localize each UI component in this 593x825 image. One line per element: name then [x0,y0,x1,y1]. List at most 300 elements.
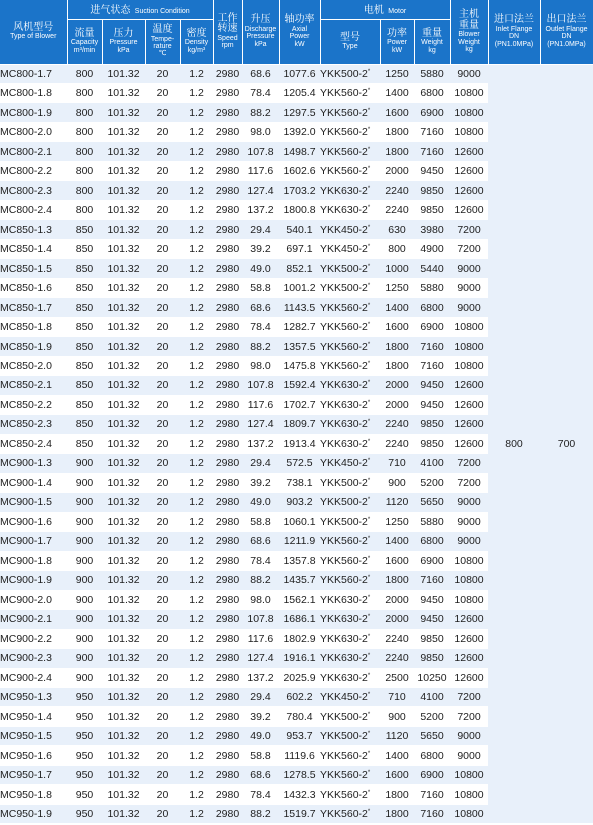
header-inlet-flange [488,0,540,64]
table-cell: 2980 [213,434,242,453]
header-temperature-en3: ℃ [158,50,167,58]
table-cell: 1.2 [180,239,213,258]
table-cell: 29.4 [242,220,279,239]
table-cell: 7160 [414,122,450,141]
motor-type-marker: * [367,127,371,134]
table-cell: 2240 [380,649,414,668]
table-cell: 101.32 [102,454,145,473]
table-cell: 1.2 [180,707,213,726]
table-cell: 1.2 [180,610,213,629]
table-cell: 9000 [450,746,488,765]
motor-type-text: YKK630-2 [320,593,368,606]
motor-type-marker: * [367,283,371,290]
header-model [0,0,67,64]
cell-model: MC950-1.7 [0,765,67,784]
table-cell: 101.32 [102,415,145,434]
cell-motor-type [320,259,380,278]
table-cell: 20 [145,64,180,83]
cell-model: MC850-1.5 [0,259,67,278]
header-suction [67,0,213,19]
table-cell: 20 [145,200,180,219]
table-cell: 20 [145,278,180,297]
table-cell: 20 [145,629,180,648]
cell-model: MC800-1.7 [0,64,67,83]
table-cell: 2240 [380,629,414,648]
cell-motor-type [320,765,380,784]
table-cell: 98.0 [242,356,279,375]
table-cell: 101.32 [102,726,145,745]
cell-model: MC850-1.3 [0,220,67,239]
motor-type-marker: * [367,88,371,95]
table-cell: 2980 [213,551,242,570]
table-cell: 101.32 [102,298,145,317]
motor-type-marker: * [367,146,371,153]
table-cell: 1498.7 [279,142,320,161]
motor-type-text: YKK500-2 [320,282,368,295]
table-cell: 2980 [213,512,242,531]
table-cell: 7160 [414,571,450,590]
motor-type-marker: * [367,692,371,699]
table-cell: 1.2 [180,629,213,648]
table-cell: 20 [145,590,180,609]
table-cell: 5880 [414,64,450,83]
table-cell: 12600 [450,415,488,434]
motor-type-text: YKK450-2 [320,691,368,704]
table-cell: 7200 [450,239,488,258]
table-cell: 1297.5 [279,103,320,122]
header-bw-en2: Weight [458,38,480,46]
table-cell: 950 [67,707,102,726]
table-cell: 9000 [450,726,488,745]
table-cell: 10800 [450,551,488,570]
table-cell: 2980 [213,337,242,356]
cell-model: MC900-1.4 [0,473,67,492]
table-cell: 2980 [213,726,242,745]
cell-motor-type [320,122,380,141]
table-cell: 1800 [380,122,414,141]
cell-model: MC800-1.8 [0,83,67,102]
table-cell: 950 [67,804,102,823]
table-cell: 1435.7 [279,571,320,590]
table-cell: 1000 [380,259,414,278]
cell-model: MC850-2.0 [0,356,67,375]
header-suction-zh: 进气状态 [90,4,131,16]
table-cell: 2980 [213,181,242,200]
table-cell: 2240 [380,181,414,200]
table-cell: 20 [145,317,180,336]
header-bw-en1: Blower [458,31,480,39]
cell-model: MC950-1.8 [0,785,67,804]
table-cell: 101.32 [102,376,145,395]
table-cell: 20 [145,473,180,492]
cell-motor-type [320,337,380,356]
table-cell: 101.32 [102,239,145,258]
cell-model: MC900-1.5 [0,493,67,512]
cell-motor-type [320,493,380,512]
table-cell: 68.6 [242,532,279,551]
header-motor-type [320,19,380,64]
motor-type-marker: * [367,594,371,601]
table-cell: 101.32 [102,181,145,200]
table-cell: 1.2 [180,317,213,336]
table-cell: 12600 [450,181,488,200]
table-cell: 2980 [213,142,242,161]
table-cell: 1.2 [180,493,213,512]
cell-motor-type [320,512,380,531]
motor-type-marker: * [367,614,371,621]
motor-type-marker: * [367,107,371,114]
motor-type-text: YKK560-2 [320,788,368,801]
table-cell: 1562.1 [279,590,320,609]
header-pressure-en2: kPa [117,46,130,54]
table-cell: 7200 [450,220,488,239]
table-cell: 1392.0 [279,122,320,141]
header-pressure-en1: Pressure [109,39,138,47]
table-cell: 1686.1 [279,610,320,629]
table-cell: 1.2 [180,512,213,531]
cell-model: MC800-2.3 [0,181,67,200]
header-axial-power [279,0,320,64]
table-cell: 1.2 [180,259,213,278]
cell-motor-type [320,610,380,629]
table-cell: 1.2 [180,376,213,395]
table-cell: 850 [67,376,102,395]
motor-type-marker: * [367,789,371,796]
table-cell: 4100 [414,454,450,473]
header-outlet-en3: (PN1.0MPa) [547,40,586,48]
table-cell: 88.2 [242,103,279,122]
table-cell: 20 [145,395,180,414]
table-cell: 1703.2 [279,181,320,200]
table-cell: 1916.1 [279,649,320,668]
table-cell: 10800 [450,571,488,590]
table-cell: 2980 [213,83,242,102]
table-cell: 1.2 [180,434,213,453]
table-cell: 1.2 [180,278,213,297]
motor-type-marker: * [367,185,371,192]
table-cell: 2980 [213,804,242,823]
table-cell: 900 [380,707,414,726]
motor-type-marker: * [367,809,371,816]
header-motor [320,0,450,19]
table-cell: 101.32 [102,688,145,707]
table-cell: 1282.7 [279,317,320,336]
table-cell: 10800 [450,804,488,823]
table-cell: 697.1 [279,239,320,258]
table-cell: 1.2 [180,200,213,219]
cell-motor-type [320,142,380,161]
motor-type-marker: * [367,731,371,738]
motor-type-marker: * [367,555,371,562]
header-axial-zh: 轴功率 [284,14,315,26]
table-cell: 137.2 [242,668,279,687]
table-cell: 850 [67,317,102,336]
table-cell: 101.32 [102,765,145,784]
table-cell: 9450 [414,610,450,629]
motor-type-text: YKK560-2 [320,145,368,158]
header-speed-en1: Speed [217,34,238,42]
table-cell: 1.2 [180,746,213,765]
cell-model: MC850-2.4 [0,434,67,453]
motor-type-text: YKK500-2 [320,710,368,723]
header-weight-en2: kg [428,46,436,54]
table-cell: 800 [67,181,102,200]
cell-model: MC900-1.7 [0,532,67,551]
outlet-flange-dn: 700 [540,64,593,824]
table-cell: 900 [67,532,102,551]
motor-type-marker: * [367,575,371,582]
table-cell: 3980 [414,220,450,239]
table-cell: 2980 [213,122,242,141]
table-cell: 1.2 [180,668,213,687]
header-inlet-en1: Inlet Flange [495,25,533,33]
table-cell: 2980 [213,493,242,512]
table-cell: 1119.6 [279,746,320,765]
table-cell: 602.2 [279,688,320,707]
table-cell: 1.2 [180,551,213,570]
cell-model: MC900-1.3 [0,454,67,473]
table-cell: 49.0 [242,726,279,745]
table-cell: 1211.9 [279,532,320,551]
cell-model: MC900-2.1 [0,610,67,629]
cell-motor-type [320,785,380,804]
table-cell: 29.4 [242,688,279,707]
cell-motor-type [320,571,380,590]
table-cell: 49.0 [242,493,279,512]
motor-type-text: YKK560-2 [320,87,368,100]
header-capacity-zh: 流量 [74,27,95,39]
motor-type-marker: * [367,770,371,777]
header-pressure-zh: 压力 [113,27,134,39]
motor-type-marker: * [367,536,371,543]
table-cell: 2980 [213,259,242,278]
table-cell: 20 [145,239,180,258]
table-cell: 2000 [380,610,414,629]
header-axial-en3: kW [294,40,305,48]
table-cell: 7200 [450,707,488,726]
table-cell: 1.2 [180,726,213,745]
table-cell: 1.2 [180,454,213,473]
table-cell: 10800 [450,785,488,804]
table-cell: 2000 [380,161,414,180]
table-cell: 1357.5 [279,337,320,356]
motor-type-marker: * [367,361,371,367]
table-cell: 20 [145,746,180,765]
motor-type-marker: * [367,477,371,484]
table-header [0,0,593,64]
table-cell: 1250 [380,64,414,83]
table-cell: 2240 [380,200,414,219]
cell-motor-type [320,103,380,122]
cell-motor-type [320,298,380,317]
table-cell: 1.2 [180,649,213,668]
cell-motor-type [320,220,380,239]
motor-type-text: YKK500-2 [320,730,368,743]
table-cell: 1602.6 [279,161,320,180]
table-cell: 58.8 [242,746,279,765]
table-cell: 7160 [414,356,450,375]
cell-motor-type [320,395,380,414]
table-cell: 2980 [213,64,242,83]
table-cell: 900 [67,512,102,531]
table-cell: 1800.8 [279,200,320,219]
table-cell: 78.4 [242,317,279,336]
table-cell: 7200 [450,454,488,473]
motor-type-marker: * [367,653,371,660]
header-axial-en2: Power [289,33,310,41]
table-body [0,64,593,824]
table-cell: 12600 [450,395,488,414]
table-cell: 1702.7 [279,395,320,414]
header-discharge-en1: Discharge [244,25,277,33]
table-cell: 20 [145,532,180,551]
header-speed-zh2: 转速 [217,23,238,35]
table-cell: 2980 [213,688,242,707]
motor-type-text: YKK450-2 [320,243,368,256]
table-cell: 20 [145,83,180,102]
table-cell: 2240 [380,434,414,453]
table-cell: 800 [67,161,102,180]
table-cell: 9000 [450,259,488,278]
cell-motor-type [320,746,380,765]
header-outlet-zh: 出口法兰 [546,14,587,26]
table-cell: 20 [145,337,180,356]
header-density [180,19,213,64]
table-cell: 2980 [213,415,242,434]
cell-motor-type [320,415,380,434]
table-cell: 20 [145,707,180,726]
table-cell: 1400 [380,83,414,102]
table-cell: 10800 [450,122,488,141]
table-cell: 20 [145,785,180,804]
motor-type-text: YKK560-2 [320,535,368,548]
cell-motor-type [320,161,380,180]
table-cell: 10800 [450,317,488,336]
table-cell: 101.32 [102,532,145,551]
table-cell: 12600 [450,200,488,219]
table-cell: 2980 [213,239,242,258]
table-cell: 9000 [450,512,488,531]
motor-type-text: YKK450-2 [320,457,368,470]
cell-motor-type [320,278,380,297]
table-cell: 101.32 [102,64,145,83]
table-cell: 710 [380,688,414,707]
table-cell: 1800 [380,356,414,375]
cell-model: MC800-2.1 [0,142,67,161]
cell-model: MC800-2.4 [0,200,67,219]
motor-type-text: YKK560-2 [320,574,368,587]
motor-type-text: YKK630-2 [320,652,368,665]
table-cell: 12600 [450,629,488,648]
table-cell: 1120 [380,493,414,512]
table-cell: 101.32 [102,746,145,765]
table-cell: 2980 [213,629,242,648]
motor-type-marker: * [367,341,371,348]
table-cell: 6900 [414,765,450,784]
table-cell: 101.32 [102,142,145,161]
table-cell: 850 [67,395,102,414]
motor-type-marker: * [367,672,371,679]
table-cell: 12600 [450,610,488,629]
table-cell: 2980 [213,590,242,609]
motor-type-marker: * [367,263,371,270]
table-cell: 1809.7 [279,415,320,434]
header-capacity-en2: m³/min [73,46,96,54]
table-cell: 2025.9 [279,668,320,687]
header-axial-en1: Axial [291,25,308,33]
header-bw-zh2: 重量 [459,19,480,31]
cell-motor-type [320,473,380,492]
table-cell: 9450 [414,590,450,609]
motor-type-text: YKK560-2 [320,769,368,782]
table-cell: 6800 [414,532,450,551]
table-cell: 20 [145,181,180,200]
cell-model: MC850-2.2 [0,395,67,414]
table-cell: 800 [67,142,102,161]
table-cell: 20 [145,454,180,473]
motor-type-text: YKK630-2 [320,184,368,197]
table-cell: 88.2 [242,804,279,823]
motor-type-marker: * [367,458,371,465]
motor-type-marker: * [367,750,371,757]
table-cell: 49.0 [242,259,279,278]
table-cell: 2980 [213,317,242,336]
table-cell: 800 [380,239,414,258]
motor-type-marker: * [367,711,371,718]
table-cell: 1600 [380,317,414,336]
table-cell: 20 [145,103,180,122]
table-cell: 137.2 [242,200,279,219]
table-cell: 10800 [450,83,488,102]
table-cell: 101.32 [102,200,145,219]
cell-motor-type [320,181,380,200]
table-cell: 9850 [414,415,450,434]
cell-motor-type [320,317,380,336]
table-cell: 2000 [380,395,414,414]
header-speed-en2: rpm [221,42,234,50]
table-cell: 117.6 [242,629,279,648]
motor-type-text: YKK560-2 [320,301,368,314]
cell-model: MC850-1.7 [0,298,67,317]
table-cell: 10250 [414,668,450,687]
motor-type-text: YKK560-2 [320,554,368,567]
table-row [0,64,593,83]
cell-motor-type [320,64,380,83]
table-cell: 2980 [213,200,242,219]
header-temperature-en1: Tempe- [150,35,175,43]
table-cell: 572.5 [279,454,320,473]
table-cell: 850 [67,220,102,239]
table-cell: 7200 [450,688,488,707]
table-cell: 2500 [380,668,414,687]
table-cell: 850 [67,259,102,278]
header-model-zh: 风机型号 [13,21,54,33]
motor-type-text: YKK560-2 [320,106,368,119]
table-cell: 101.32 [102,610,145,629]
table-cell: 1.2 [180,473,213,492]
table-cell: 1143.5 [279,298,320,317]
motor-type-text: YKK630-2 [320,671,368,684]
table-cell: 6900 [414,317,450,336]
table-cell: 2980 [213,376,242,395]
table-cell: 20 [145,765,180,784]
motor-type-text: YKK560-2 [320,126,368,139]
table-cell: 2980 [213,785,242,804]
table-cell: 540.1 [279,220,320,239]
cell-motor-type [320,668,380,687]
cell-model: MC850-1.8 [0,317,67,336]
table-cell: 2980 [213,298,242,317]
